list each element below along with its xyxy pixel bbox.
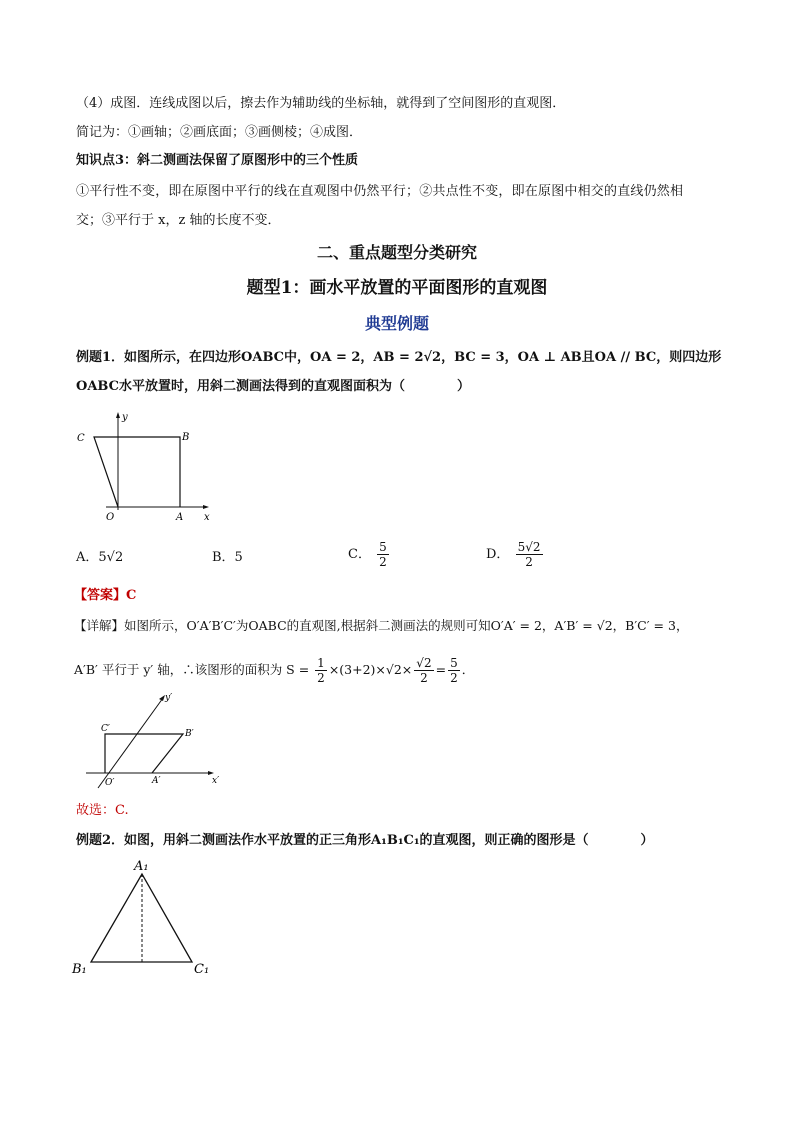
option-c-num: 5 [379,540,387,554]
option-c-label: C． [348,547,371,562]
option-d [486,540,545,569]
label-C-prime: C′ [101,724,110,734]
label-C1: C₁ [194,962,210,977]
choose-line: 故选：C. [76,803,129,818]
option-a: A．5√2 [76,550,124,565]
answer-line: 【答案】C [74,588,137,603]
option-c-den: 2 [379,555,387,569]
label-O: O [106,512,115,523]
example1-text1: 如图所示，在四边形OABC中，OA = 2，AB = 2√2，BC = 3，OA ⊥ AB且OA // BC，则四边形 [124,350,722,365]
x-axis-arrow-icon [203,505,209,509]
option-c [348,540,391,569]
detail-line-1: 【详解】如图所示，O′A′B′C′为OABC的直观图,根据斜二测画法的规则可知O′A′ = 2，A′B′ = √2，B′C′ = 3， [74,618,689,633]
detail-text-b: ×(3+2)×√2× [328,662,413,677]
y-axis-arrow-icon [116,412,120,418]
label-A: A [176,512,184,523]
label-x: x [204,512,210,523]
detail-f2-num: √2 [416,656,432,670]
quadrilateral-oabc [94,437,180,507]
label-B: B [182,432,190,443]
summary-text: 简记为：①画轴；②画底面；③画侧棱；④成图． [76,125,363,140]
label-B-prime: B′ [185,729,194,739]
figure-intuitive-diagram [86,690,226,790]
knowledge-point-3: 知识点3：斜二测画法保留了原图形中的三个性质 [76,153,359,168]
label-x-prime: x′ [212,776,220,786]
detail-line-2 [74,656,474,685]
detail-f1-den: 2 [317,671,325,685]
label-A1: A₁ [134,859,149,874]
property-line-1: ①平行性不变，即在原图中平行的线在直观图中仍然平行；②共点性不变，即在原图中相交的直线仍然相 [76,184,684,199]
intuitive-shape [105,734,183,773]
detail-f3-num: 5 [450,656,458,670]
x-prime-arrow-icon [208,771,214,775]
detail-f2-den: 2 [420,671,428,685]
example2-line [76,831,654,851]
detail-f1-num: 1 [317,656,325,670]
example2-text: 如图，用斜二测画法作水平放置的正三角形A₁B₁C₁的直观图，则正确的图形是（ ） [124,833,654,848]
example1-line1 [76,348,721,368]
step4-text: （4）成图．连线成图以后，擦去作为辅助线的坐标轴，就得到了空间图形的直观图． [76,96,566,111]
detail-text-a: A′B′ 平行于 y′ 轴，∴该图形的面积为 S = [74,662,314,677]
detail-text-d: ． [461,662,475,677]
label-B1: B₁ [72,962,87,977]
triangle [91,874,192,962]
label-A-prime: A′ [152,776,161,786]
detail-text-c: = [435,662,447,677]
figure-quadrilateral-oabc [66,410,226,525]
examples-heading: 典型例题 [364,314,429,333]
type1-heading: 题型1：画水平放置的平面图形的直观图 [246,278,548,298]
option-b: B．5 [212,550,243,565]
example1-label: 例题1． [76,350,125,365]
option-d-label: D． [486,547,510,562]
y-prime-axis [98,698,163,788]
example2-label: 例题2． [76,833,125,848]
option-d-den: 2 [525,555,533,569]
label-C: C [77,433,85,444]
figure-triangle-a1b1c1 [66,856,226,981]
example1-line2: OABC水平放置时，用斜二测画法得到的直观图面积为（ ） [76,379,470,394]
label-y-prime: y′ [165,693,173,703]
label-y: y [122,412,128,423]
detail-f3-den: 2 [450,671,458,685]
label-O-prime: O′ [105,778,115,788]
property-line-2: 交；③平行于 x，z 轴的长度不变． [76,213,281,228]
option-d-num: 5√2 [517,540,541,554]
section-heading: 二、重点题型分类研究 [316,243,477,262]
